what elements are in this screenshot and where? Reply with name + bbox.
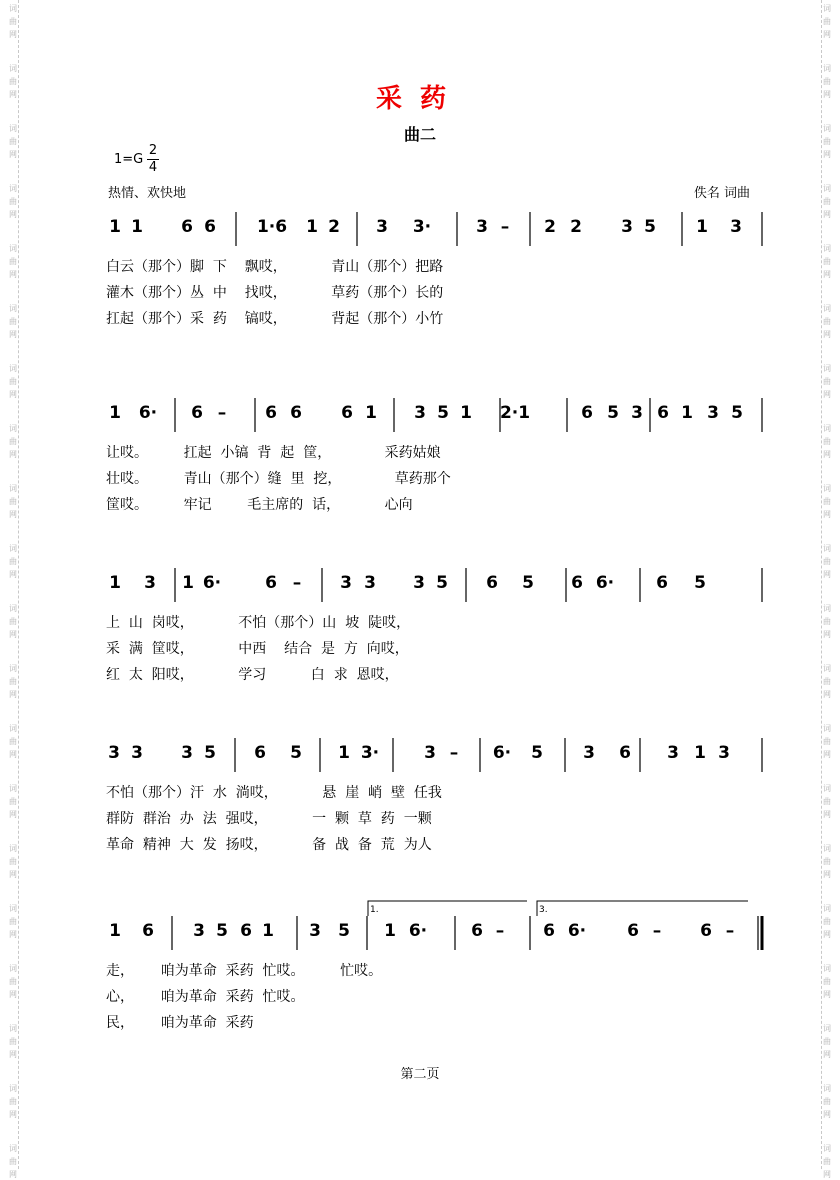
note: 3 — [707, 403, 719, 423]
volta-bracket — [368, 901, 748, 916]
note: 6 — [265, 573, 277, 593]
watermark-char: 曲 — [9, 437, 17, 446]
lyric-line: 红 太 阳哎， 学习 白 求 恩哎， — [106, 667, 399, 683]
watermark-char: 曲 — [823, 917, 831, 926]
note: 3 — [108, 743, 120, 763]
watermark-char: 网 — [823, 630, 831, 639]
note: 5 — [644, 217, 656, 237]
note: – — [725, 921, 735, 941]
note: – — [500, 217, 510, 237]
note: 6 — [341, 403, 353, 423]
note: 6 — [581, 403, 593, 423]
author-credit: 佚名 词曲 — [693, 186, 750, 201]
watermark-char: 曲 — [823, 497, 831, 506]
watermark-char: 网 — [9, 150, 17, 159]
watermark-char: 网 — [9, 270, 17, 279]
note: 2·1 — [499, 403, 531, 423]
note: 6 — [571, 573, 583, 593]
watermark-char: 网 — [9, 630, 17, 639]
watermark-char: 曲 — [9, 257, 17, 266]
watermark-char: 曲 — [823, 317, 831, 326]
watermark-char: 网 — [9, 90, 17, 99]
song-title: 采药 — [375, 84, 464, 114]
watermark-char: 曲 — [823, 1097, 831, 1106]
watermark-char: 词 — [9, 124, 17, 133]
watermark-char: 词 — [823, 4, 831, 13]
lyric-line: 采 满 筐哎， 中西 结合 是 方 向哎， — [106, 641, 409, 657]
watermark-char: 曲 — [9, 17, 17, 26]
watermark-char: 网 — [9, 750, 17, 759]
watermark-char: 曲 — [9, 857, 17, 866]
note: 3 — [131, 743, 143, 763]
watermark-char: 词 — [823, 904, 831, 913]
watermark-char: 词 — [9, 484, 17, 493]
note: 3 — [414, 403, 426, 423]
key-signature: 1=G — [114, 152, 144, 167]
note: 6 — [486, 573, 498, 593]
lyric-line: 不怕（那个）汗 水 淌哎， 悬 崖 峭 壁 任我 — [106, 785, 442, 801]
watermark-char: 词 — [9, 664, 17, 673]
note: 5 — [522, 573, 534, 593]
note: 5 — [338, 921, 350, 941]
watermark-char: 网 — [9, 1050, 17, 1059]
watermark-char: 曲 — [823, 617, 831, 626]
watermark-char: 词 — [823, 364, 831, 373]
watermark-char: 网 — [9, 450, 17, 459]
note: – — [495, 921, 505, 941]
note: 5 — [607, 403, 619, 423]
watermark-char: 词 — [9, 1144, 17, 1153]
lyric-line: 白云（那个）脚 下 飘哎， 青山（那个）把路 — [106, 259, 444, 275]
watermark-char: 曲 — [9, 797, 17, 806]
watermark-char: 曲 — [823, 197, 831, 206]
watermark-char: 网 — [9, 810, 17, 819]
watermark-char: 词 — [9, 544, 17, 553]
watermark-char: 网 — [9, 870, 17, 879]
note: 1 — [306, 217, 318, 237]
watermark-char: 曲 — [9, 77, 17, 86]
note: 3 — [730, 217, 742, 237]
note: – — [217, 403, 227, 423]
watermark-char: 曲 — [9, 1037, 17, 1046]
tempo-marking: 热情、欢快地 — [108, 186, 187, 201]
watermark-char: 网 — [823, 150, 831, 159]
watermark-char: 词 — [823, 544, 831, 553]
watermark-char: 词 — [9, 964, 17, 973]
watermark-char: 曲 — [9, 197, 17, 206]
watermark-char: 词 — [9, 1084, 17, 1093]
watermark-char: 网 — [9, 1110, 17, 1119]
lyric-line: 民， 咱为革命 采药 — [106, 1015, 254, 1031]
note: 5 — [731, 403, 743, 423]
watermark-char: 网 — [823, 1170, 831, 1179]
watermark-char: 词 — [9, 364, 17, 373]
watermark-char: 词 — [9, 64, 17, 73]
note: 6 — [471, 921, 483, 941]
watermark-char: 词 — [9, 844, 17, 853]
watermark-char: 曲 — [9, 557, 17, 566]
watermark-char: 曲 — [9, 617, 17, 626]
watermark-char: 网 — [823, 510, 831, 519]
note: 1 — [696, 217, 708, 237]
watermark-char: 曲 — [9, 977, 17, 986]
watermark-char: 网 — [9, 330, 17, 339]
note: 1 — [109, 573, 121, 593]
volta-label: 1. — [370, 905, 379, 915]
note: 5 — [204, 743, 216, 763]
page-number: 第二页 — [400, 1067, 440, 1082]
watermark-char: 曲 — [9, 917, 17, 926]
watermark-char: 网 — [9, 990, 17, 999]
lyric-line: 让哎。 扛起 小镐 背 起 筐， 采药姑娘 — [106, 445, 441, 461]
watermark-char: 曲 — [823, 677, 831, 686]
watermark-char: 曲 — [823, 17, 831, 26]
watermark-char: 网 — [823, 570, 831, 579]
watermark-char: 曲 — [823, 137, 831, 146]
watermark-char: 词 — [823, 304, 831, 313]
watermark-char: 词 — [823, 664, 831, 673]
note: 5 — [216, 921, 228, 941]
note: 1 — [365, 403, 377, 423]
watermark-char: 网 — [823, 810, 831, 819]
watermark-char: 词 — [823, 124, 831, 133]
note: 6 — [240, 921, 252, 941]
lyric-line: 壮哎。 青山（那个）缝 里 挖， 草药那个 — [106, 471, 451, 487]
note: 3· — [360, 743, 380, 763]
watermark-char: 网 — [9, 210, 17, 219]
watermark-char: 词 — [9, 604, 17, 613]
watermark-char: 曲 — [823, 257, 831, 266]
lyric-line: 革命 精神 大 发 扬哎， 备 战 备 荒 为人 — [106, 837, 432, 853]
watermark-char: 网 — [823, 450, 831, 459]
watermark-char: 词 — [823, 244, 831, 253]
note: 6 — [191, 403, 203, 423]
watermark-char: 网 — [9, 1170, 17, 1179]
watermark-char: 词 — [823, 1144, 831, 1153]
note: 6· — [138, 403, 158, 423]
note: 1 — [109, 403, 121, 423]
note: 3 — [621, 217, 633, 237]
watermark-char: 词 — [823, 724, 831, 733]
note: 5 — [436, 573, 448, 593]
note: 6 — [619, 743, 631, 763]
time-signature-bottom: 4 — [148, 160, 158, 175]
lyric-line: 灌木（那个）丛 中 找哎， 草药（那个）长的 — [106, 285, 444, 301]
note: 6· — [595, 573, 615, 593]
note: 3 — [340, 573, 352, 593]
watermark-char: 网 — [823, 270, 831, 279]
watermark-char: 词 — [9, 904, 17, 913]
note: 1 — [460, 403, 472, 423]
note: 3 — [476, 217, 488, 237]
note: 1 — [109, 217, 121, 237]
song-subtitle: 曲二 — [403, 125, 436, 144]
note: 1 — [681, 403, 693, 423]
note: 6 — [181, 217, 193, 237]
note: 1·6 — [256, 217, 288, 237]
note: 3 — [667, 743, 679, 763]
watermark-char: 词 — [823, 844, 831, 853]
watermark-char: 曲 — [823, 377, 831, 386]
note: 3 — [309, 921, 321, 941]
note: 6 — [254, 743, 266, 763]
watermark-char: 曲 — [9, 497, 17, 506]
note: 6 — [290, 403, 302, 423]
note: – — [292, 573, 302, 593]
watermark-char: 网 — [823, 30, 831, 39]
watermark-char: 词 — [823, 604, 831, 613]
lyric-line: 上 山 岗哎， 不怕（那个）山 坡 陡哎， — [106, 615, 411, 631]
note: – — [449, 743, 459, 763]
watermark-char: 词 — [823, 64, 831, 73]
watermark-char: 网 — [823, 990, 831, 999]
watermark-char: 网 — [823, 750, 831, 759]
lyric-line: 筐哎。 牢记 毛主席的 话， 心向 — [106, 497, 413, 513]
watermark-char: 网 — [823, 210, 831, 219]
watermark-char: 曲 — [9, 137, 17, 146]
watermark-char: 曲 — [823, 77, 831, 86]
watermark-char: 曲 — [9, 677, 17, 686]
note: 2 — [328, 217, 340, 237]
note: 6 — [204, 217, 216, 237]
note: 5 — [290, 743, 302, 763]
note: 1 — [338, 743, 350, 763]
watermark-char: 词 — [823, 1024, 831, 1033]
watermark-char: 网 — [9, 570, 17, 579]
watermark-char: 词 — [9, 784, 17, 793]
note: 6· — [567, 921, 587, 941]
watermark-char: 词 — [9, 424, 17, 433]
note: 3 — [718, 743, 730, 763]
lyric-line: 心， 咱为革命 采药 忙哎。 — [106, 989, 305, 1005]
watermark-char: 网 — [823, 1050, 831, 1059]
watermark-char: 曲 — [9, 1097, 17, 1106]
note: 6 — [657, 403, 669, 423]
watermark-char: 网 — [9, 690, 17, 699]
watermark-char: 网 — [823, 1110, 831, 1119]
watermark-char: 网 — [823, 870, 831, 879]
note: 6 — [656, 573, 668, 593]
note: 1 — [131, 217, 143, 237]
note: 3 — [193, 921, 205, 941]
note: 6 — [265, 403, 277, 423]
note: 1 — [182, 573, 194, 593]
watermark-char: 网 — [9, 510, 17, 519]
watermark-char: 曲 — [823, 977, 831, 986]
watermark-char: 词 — [823, 964, 831, 973]
note: 2 — [544, 217, 556, 237]
watermark-char: 网 — [823, 390, 831, 399]
watermark-char: 曲 — [9, 317, 17, 326]
note: 1 — [694, 743, 706, 763]
note: 6 — [142, 921, 154, 941]
volta-label: 3. — [539, 905, 548, 915]
note: 6 — [543, 921, 555, 941]
note: 3 — [144, 573, 156, 593]
note: 5 — [694, 573, 706, 593]
watermark-char: 词 — [823, 1084, 831, 1093]
note: 3 — [413, 573, 425, 593]
note: 3 — [364, 573, 376, 593]
note: 3 — [376, 217, 388, 237]
watermark-char: 曲 — [823, 1037, 831, 1046]
lyric-line: 走， 咱为革命 采药 忙哎。 忙哎。 — [106, 963, 383, 979]
note: 5 — [531, 743, 543, 763]
watermark-char: 曲 — [823, 437, 831, 446]
note: 1 — [384, 921, 396, 941]
note: 6 — [627, 921, 639, 941]
watermark-char: 词 — [9, 244, 17, 253]
note: – — [652, 921, 662, 941]
watermark-char: 曲 — [823, 737, 831, 746]
watermark-char: 词 — [823, 184, 831, 193]
watermark-char: 曲 — [823, 1157, 831, 1166]
note: 6 — [700, 921, 712, 941]
watermark-char: 曲 — [9, 377, 17, 386]
watermark-char: 词 — [823, 424, 831, 433]
note: 3 — [424, 743, 436, 763]
note: 6· — [408, 921, 428, 941]
watermark-char: 曲 — [9, 737, 17, 746]
watermark-char: 曲 — [823, 557, 831, 566]
watermark-char: 曲 — [823, 797, 831, 806]
watermark-char: 网 — [9, 930, 17, 939]
watermark-char: 词 — [823, 484, 831, 493]
time-signature-top: 2 — [148, 143, 158, 158]
watermark-char: 词 — [9, 4, 17, 13]
lyric-line: 扛起（那个）采 药 镐哎， 背起（那个）小竹 — [106, 311, 444, 327]
note: 3 — [181, 743, 193, 763]
watermark-char: 曲 — [823, 857, 831, 866]
note: 1 — [109, 921, 121, 941]
watermark-char: 词 — [9, 184, 17, 193]
note: 3· — [412, 217, 432, 237]
watermark-char: 词 — [9, 304, 17, 313]
watermark-char: 词 — [823, 784, 831, 793]
watermark-char: 网 — [9, 390, 17, 399]
watermark-char: 网 — [823, 930, 831, 939]
note: 1 — [262, 921, 274, 941]
watermark-char: 网 — [9, 30, 17, 39]
watermark-char: 网 — [823, 330, 831, 339]
note: 5 — [437, 403, 449, 423]
lyric-line: 群防 群治 办 法 强哎， 一 颗 草 药 一颗 — [106, 811, 432, 827]
note: 2 — [570, 217, 582, 237]
watermark-char: 网 — [823, 90, 831, 99]
watermark-char: 词 — [9, 1024, 17, 1033]
note: 3 — [631, 403, 643, 423]
watermark-char: 词 — [9, 724, 17, 733]
note: 6· — [202, 573, 222, 593]
watermark-char: 曲 — [9, 1157, 17, 1166]
note: 6· — [492, 743, 512, 763]
watermark-char: 网 — [823, 690, 831, 699]
note: 3 — [583, 743, 595, 763]
